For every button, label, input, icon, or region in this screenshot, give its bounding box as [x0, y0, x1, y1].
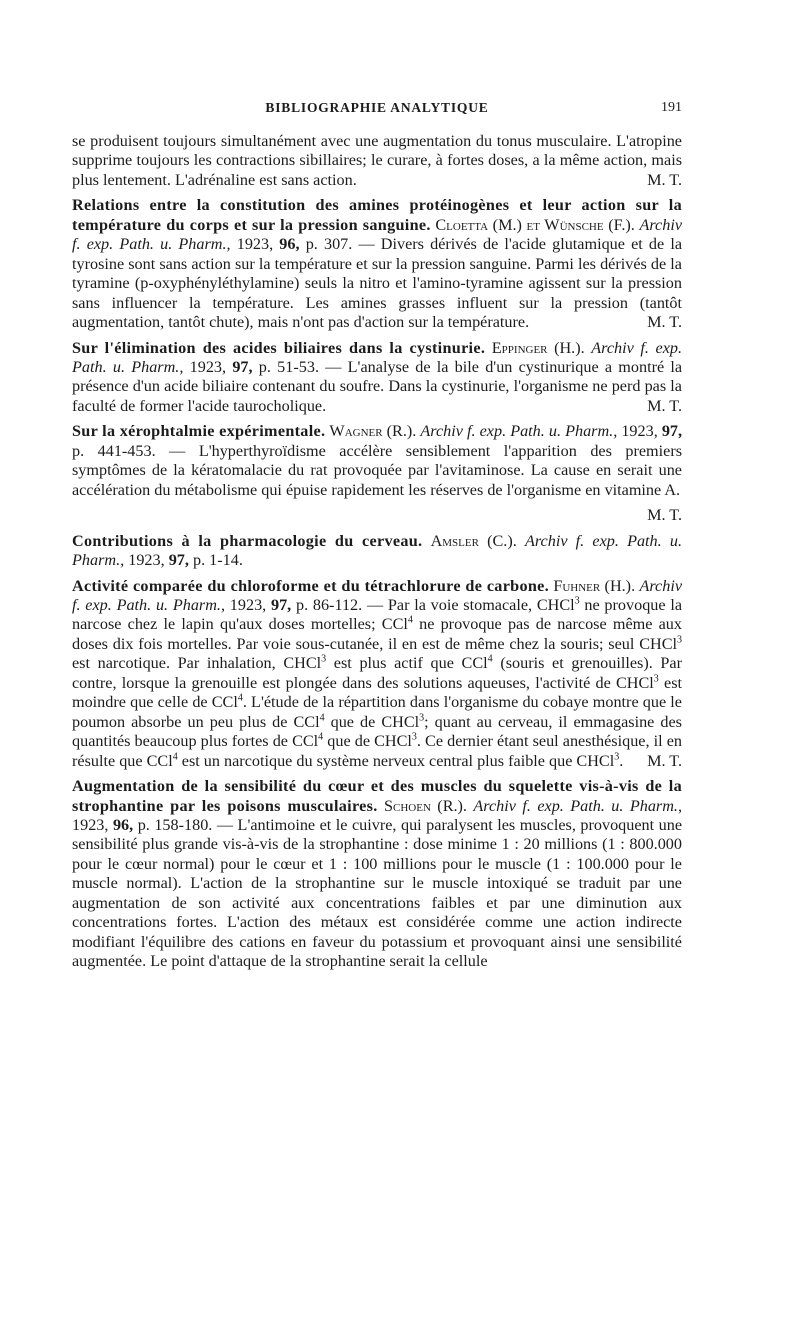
signature: M. T.	[647, 751, 682, 770]
signature: M. T.	[647, 396, 682, 415]
entry-volume: 96,	[279, 235, 300, 254]
entry-authors: Fuhner (H.).	[553, 576, 636, 595]
entry-summary: que de CHCl	[324, 712, 420, 731]
entry-authors: Eppinger (H.).	[491, 338, 585, 357]
entry-summary: — Divers dérivés de l'acide glutamique et de la tyrosine sont sans action sur la température et sur la pression sanguine. Parmi les dérivés de la tyramine (p-oxyphényléthylamine) seuls la nitro et l'amino-tyramine agissent sur la pression sans influencer la température. Les amines grasses influent sur la pression (tantôt augmentation, tantôt chute), mais n'ont pas d'action sur la température.	[72, 235, 683, 332]
superscript: 4	[407, 615, 413, 627]
signature: M. T.	[647, 506, 682, 525]
entry-summary: — L'antimoine et le cuivre, qui paralysent les muscles, provoquent une sensibilité plus grande vis-à-vis de la strophantine : dose minime 1 : 20 millions (1 : 800.000 pour le cœur normal) pour le cœur et 1 : 100 millions pour le muscle (1 : 100.000 pour le muscle normal). L'action de la strophantine sur le muscle intoxiqué se traduit par une augmentation de son activité aux concentrations faibles et par une diminution aux concentrations fortes. L'action des métaux est considérée comme une action indirecte modifiant l'équilibre des cations en faveur du potassium et provoquant ainsi une sensibilité augmentée. Le point d'attaque de la strophantine serait la cellule	[72, 815, 683, 971]
entry-journal: Archiv f. exp. Path. u. Pharm.,	[72, 338, 683, 376]
entry-summary: — L'hyperthyroïdisme accélère sensiblement l'apparition des premiers symptômes de la kératomalacie du rat provoquée par l'avitaminose. La cause en serait une accélération du métabolisme qui épuise rapidement les réserves de l'organisme en vitamine A.	[72, 441, 683, 499]
entry-title: Relations entre la constitution des amines protéinogènes et leur action sur la température du corps et sur la pression sanguine.	[72, 196, 682, 234]
running-head	[72, 100, 682, 120]
running-title: BIBLIOGRAPHIE ANALYTIQUE	[265, 100, 489, 115]
superscript: 4	[172, 751, 178, 763]
entry-authors: Amsler (C.).	[430, 531, 517, 550]
entry-authors: Schoen (R.).	[384, 796, 467, 815]
entry-summary: .	[619, 751, 624, 770]
entry-year: 1923,	[621, 422, 658, 441]
entry-title: Sur l'élimination des acides biliaires dans la cystinurie.	[72, 338, 486, 357]
page-body	[72, 132, 682, 978]
entry-summary: est moindre que celle de CCl	[72, 673, 682, 712]
entry-summary: que de CHCl	[323, 732, 412, 751]
superscript: 3	[574, 595, 580, 607]
entry-summary: — Par la voie stomacale, CHCl	[366, 595, 575, 614]
entry-summary: (souris et grenouilles). Par contre, lorsque la grenouille est plongée dans des solutions aqueuses, l'activité de CHCl	[72, 654, 682, 692]
entry-pages: p. 307.	[305, 235, 353, 254]
entry-volume: 97,	[270, 595, 292, 614]
entry-summary: est plus actif que CCl	[326, 654, 488, 673]
superscript: 4	[319, 712, 325, 724]
bibliography-entry	[72, 196, 682, 332]
entry-title: Sur la xérophtalmie expérimentale.	[72, 422, 326, 441]
superscript: 3	[321, 653, 327, 665]
entry-journal: Archiv f. exp. Path. u. Pharm.,	[72, 576, 683, 614]
entry-year: 1923,	[229, 595, 267, 614]
entry-summary: — L'analyse de la bile d'un cystinurique a montré la présence d'un acide biliaire contenant du soufre. Dans la cystinurie, l'organisme ne perd pas la faculté de former l'acide taurocholique.	[72, 357, 683, 415]
entry-summary: est un narcotique du système nerveux central plus faible que CHCl	[177, 751, 615, 770]
entry-title: Activité comparée du chloroforme et du tétrachlorure de carbone.	[72, 576, 550, 595]
page-number: 191	[661, 100, 682, 115]
entry-volume: 96,	[112, 815, 134, 834]
entry-volume: 97,	[232, 357, 253, 376]
superscript: 3	[411, 731, 417, 743]
entry-journal: Archiv f. exp. Path. u. Pharm.,	[72, 531, 682, 570]
entry-authors: Cloetta (M.) et Wünsche (F.).	[435, 215, 635, 234]
superscript: 3	[614, 751, 620, 763]
superscript: 4	[318, 731, 324, 743]
bibliography-entry	[72, 339, 682, 417]
signature: M. T.	[647, 313, 682, 332]
entry-title: Augmentation de la sensibilité du cœur et des muscles du squelette vis-à-vis de la strophantine par les poisons musculaires.	[72, 777, 682, 815]
entry-year: 1923,	[236, 235, 274, 254]
bibliography-entry	[72, 532, 682, 571]
entry-volume: 97,	[661, 422, 683, 441]
entry-summary: . L'étude de la répartition dans l'organisme du cobaye montre que le poumon absorbe un peu plus de CCl	[72, 693, 682, 731]
entry-volume: 97,	[168, 551, 189, 570]
entry-pages: p. 1-14.	[192, 551, 243, 570]
entry-journal: Archiv f. exp. Path. u. Pharm.,	[420, 422, 618, 441]
entry-pages: p. 441-453.	[72, 441, 156, 460]
bibliography-entry	[72, 577, 682, 772]
entry-title: Contributions à la pharmacologie du cerveau.	[72, 531, 423, 550]
entry-pages: p. 86-112.	[295, 595, 363, 614]
bibliography-entry	[72, 422, 682, 500]
entry-year: 1923,	[128, 551, 165, 570]
entry-summary: ne provoque la narcose chez le lapin qu'aux doses mortelles; CCl	[72, 595, 683, 634]
signature-line	[72, 506, 682, 525]
entry-summary: est narcotique. Par inhalation, CHCl	[72, 654, 322, 673]
signature: M. T.	[647, 170, 682, 189]
superscript: 3	[677, 634, 682, 646]
superscript: 4	[237, 692, 243, 704]
entry-authors: Wagner (R.).	[329, 422, 417, 441]
entry-summary: ne provoque pas de narcose même aux doses dix fois mortelles. Par voie sous-cutanée, il en est de même chez la souris; seul CHCl	[72, 615, 682, 653]
superscript: 3	[419, 712, 425, 724]
entry-pages: p. 158-180.	[137, 815, 213, 834]
bibliography-entry	[72, 777, 682, 972]
superscript: 3	[653, 673, 659, 685]
entry-year: 1923,	[72, 815, 109, 834]
continuation-text: se produisent toujours simultanément avec une augmentation du tonus musculaire. L'atropine supprime toujours les contractions sibillaires; le curare, à fortes doses, a la même action, mais plus lentement. L'adrénaline est sans action.	[72, 132, 682, 189]
entry-pages: p. 51-53.	[258, 357, 319, 376]
entry-summary: ; quant au cerveau, il emmagasine des quantités beaucoup plus fortes de CCl	[72, 712, 682, 751]
superscript: 4	[487, 653, 493, 665]
entry-year: 1923,	[189, 357, 227, 376]
continuation-paragraph	[72, 132, 682, 190]
entry-journal: Archiv f. exp. Path. u. Pharm.,	[72, 215, 683, 254]
entry-journal: Archiv f. exp. Path. u. Pharm.,	[473, 796, 683, 815]
entry-summary: . Ce dernier étant seul anesthésique, il en résulte que CCl	[72, 732, 682, 770]
